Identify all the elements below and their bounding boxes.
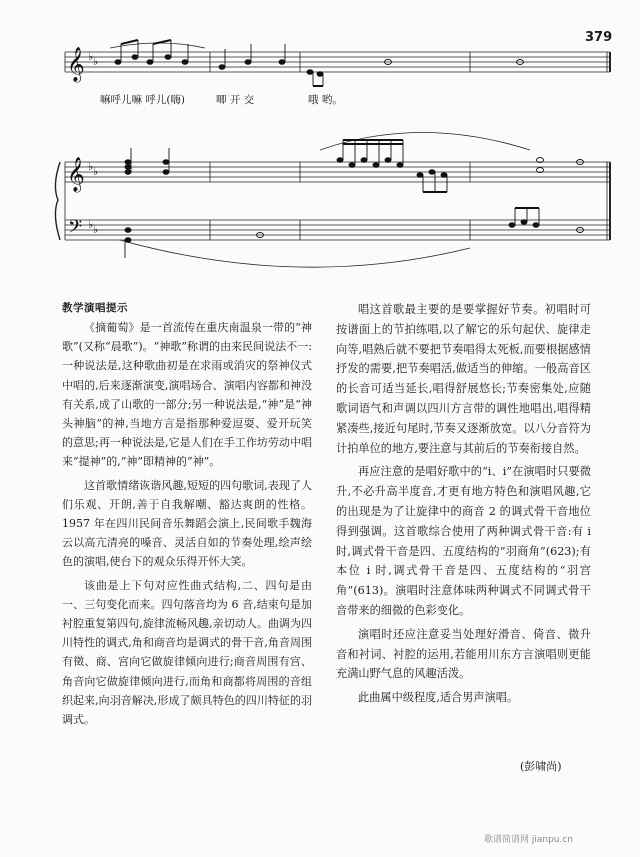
svg-text:♭: ♭ [93,165,99,178]
paragraph: 再应注意的是唱好歌中的“i、i”在演唱时只要微升,不必升高半度音,才更有地方特色和演唱风趣,它的出现是为了让旋律中的商音 2 的调式骨干音地位得到强调。这首歌综合使用了两种调式骨干音:有 i 时,调式骨干音是四、五度结构的“羽商角”(623);有本位 i 时,调式骨干音是四、五度结构的“羽宫角”(613)。演唱时注意体味两种调式不同调式骨干音带来的细微的色彩变化。 [336,465,591,617]
svg-text:♭: ♭ [93,55,99,68]
svg-text:♭: ♭ [88,218,94,231]
page-number: 379 [585,30,613,45]
svg-text:♭: ♭ [88,160,94,173]
lyrics-part-1: 嘛呼儿嘛 呼儿(嗨) [100,94,186,106]
left-text-column [62,300,312,729]
bass-clef-icon: 𝄢 [68,217,83,242]
watermark: 歌谱简谱网 jianpu.cn [484,835,574,845]
right-text-column [336,300,591,708]
paragraph: 该曲是上下句对应性曲式结构,二、四句是由一、三句变化而来。四句落音均为 6 音,结束句是加衬腔重复第四句,旋律流畅风趣,亲切动人。曲调为四川特性的调式,角和商音均是调式的骨干音,角音周围有徵、商、宫向它做旋律倾向进行;商音周围有宫、角音向它做旋律倾向进行,而角和商都将周围的音组织起来,向羽音解决,形成了颇具特色的四川特征的羽调式。 [62,578,312,727]
treble-clef-icon: 𝄞 [67,157,85,192]
paragraph: 唱这首歌最主要的是要掌握好节奏。初唱时可按谱面上的节拍练唱,以了解它的乐句起伏、旋律走向等,唱熟后就不要把节奏唱得太死板,而要根据感情抒发的需要,把节奏唱活,做适当的伸缩。一般高音区的长音可适当延长,唱得舒展悠长;节奏密集处,应随歌词语气和声调以四川方言带的调性地唱出,唱得精紧凑些,接近句尾时,节奏又逐渐放宽。以八分音符为计拍单位的地方,要注意与其前后的节奏衔接自然。 [336,303,591,455]
section-heading: 教学演唱提示 [62,302,128,314]
lyrics-part-3: 哦 哟。 [308,94,343,106]
paragraph: 这首歌情绪诙谐风趣,短短的四句歌词,表现了人们乐观、开朗,善于自我解嘲、豁达爽朗的性格。1957 年在四川民间音乐舞蹈会演上,民间歌手魏海云以高亢清亮的嗓音、灵活自如的节奏处理,绘声绘色的演唱,使台下的观众乐得开怀大笑。 [62,478,312,569]
paragraph: 《摘葡萄》是一首流传在重庆南温泉一带的“神歌”(又称“晨歌”)。“神歌”称谓的由来民间说法不一:一种说法是,这种歌曲初是在求雨或消灾的祭神仪式中唱的,后来逐渐演变,演唱场合、演唱内容都和神没有关系,成了山歌的一部分;另一种说法是,“神”是“神头神脑”的神,当地方言是指那种爱逗耍、爱开玩笑的意思;再一种说法是,它是人们在手工作坊劳动中唱来“提神”的,“神”即精神的“神”。 [62,321,312,469]
paragraph: 演唱时还应注意妥当处理好滑音、倚音、微升音和衬词、衬腔的运用,若能用川东方言演唱则更能充满山野气息的风趣活泼。 [336,627,591,681]
piano-bass-staff [65,162,610,240]
svg-text:♭: ♭ [93,223,99,236]
piano-treble-staff [65,162,610,182]
svg-text:♭: ♭ [88,50,94,63]
treble-clef-icon: 𝄞 [67,47,85,82]
lyrics-part-2: 唧 开 交 [216,94,255,106]
paragraph: 此曲属中级程度,适合男声演唱。 [358,691,519,705]
author-credit: (彭啸尚) [520,760,562,773]
sheet-music-score [0,0,640,290]
